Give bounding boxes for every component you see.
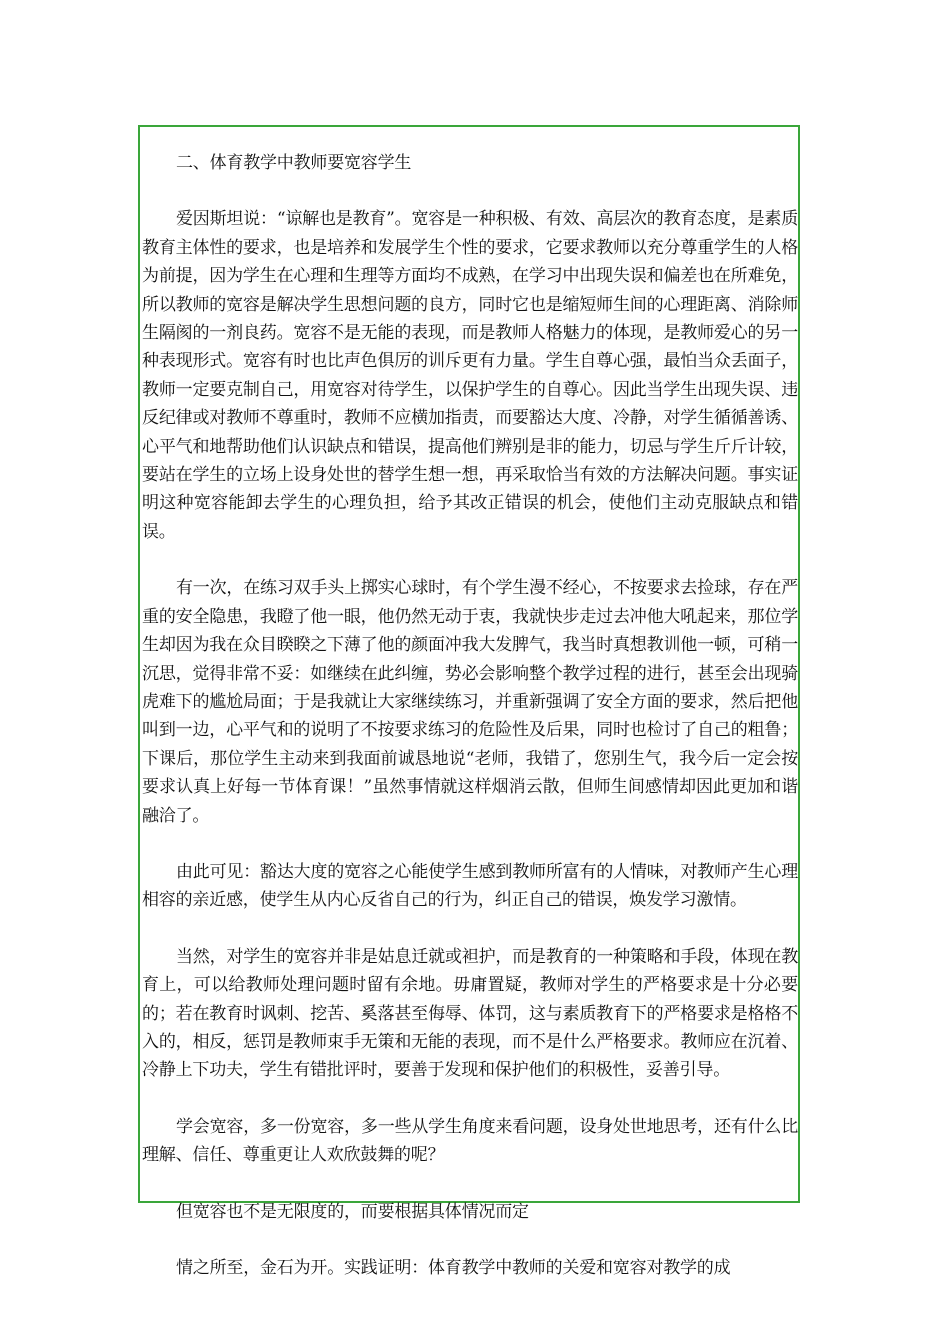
- document-body: [142, 149, 798, 1310]
- page-frame: [138, 125, 800, 1278]
- paragraph-3: 由此可见：豁达大度的宽容之心能使学生感到教师所富有的人情味，对教师产生心理相容的亲近感，使学生从内心反省自己的行为，纠正自己的错误，焕发学习激情。: [142, 861, 798, 911]
- paragraph-2: 有一次，在练习双手头上掷实心球时，有个学生漫不经心，不按要求去捡球，存在严重的安全隐患，我瞪了他一眼，他仍然无动于衷，我就快步走过去冲他大吼起来，那位学生却因为我在众目睽睽之下薄了他的颜面冲我大发脾气，我当时真想教训他一顿，可稍一沉思，觉得非常不妥：如继续在此纠缠，势必会影响整个教学过程的进行，甚至会出现骑虎难下的尴尬局面；于是我就让大家继续练习，并重新强调了安全方面的要求，然后把他叫到一边，心平气和的说明了不按要求练习的危险性及后果，同时也检讨了自己的粗鲁；下课后，那位学生主动来到我面前诚恳地说“老师，我错了，您别生气，我今后一定会按要求认真上好每一节体育课！”虽然事情就这样烟消云散，但师生间感情却因此更加和谐融洽了。: [142, 578, 798, 826]
- paragraph-7: 情之所至，金石为开。实践证明：体育教学中教师的关爱和宽容对教学的成: [176, 1258, 731, 1278]
- paragraph-5: 学会宽容，多一份宽容，多一些从学生角度来看问题，设身处世地思考，还有什么比理解、信任、尊重更让人欢欣鼓舞的呢？: [142, 1116, 798, 1166]
- section-heading: 二、体育教学中教师要宽容学生: [176, 153, 412, 173]
- paragraph-1: 爱因斯坦说：“谅解也是教育”。宽容是一种积极、有效、高层次的教育态度，是素质教育主体性的要求，也是培养和发展学生个性的要求，它要求教师以充分尊重学生的人格为前提，因为学生在心理和生理等方面均不成熟，在学习中出现失误和偏差也在所难免，所以教师的宽容是解决学生思想问题的良方，同时它也是缩短师生间的心理距离、消除师生隔阂的一剂良药。宽容不是无能的表现，而是教师人格魅力的体现，是教师爱心的另一种表现形式。宽容有时也比声色俱厉的训斥更有力量。学生自尊心强，最怕当众丢面子，教师一定要克制自己，用宽容对待学生，以保护学生的自尊心。因此当学生出现失误、违反纪律或对教师不尊重时，教师不应横加指责，而要豁达大度、冷静，对学生循循善诱、心平气和地帮助他们认识缺点和错误，提高他们辨别是非的能力，切忌与学生斤斤计较，要站在学生的立场上设身处世的替学生想一想，再采取恰当有效的方法解决问题。事实证明这种宽容能卸去学生的心理负担，给予其改正错误的机会，使他们主动克服缺点和错误。: [142, 209, 798, 542]
- paragraph-4: 当然，对学生的宽容并非是姑息迁就或袒护，而是教育的一种策略和手段，体现在教育上，可以给教师处理问题时留有余地。毋庸置疑，教师对学生的严格要求是十分必要的；若在教育时讽刺、挖苦、奚落甚至侮辱、体罚，这与素质教育下的严格要求是格格不入的，相反，惩罚是教师束手无策和无能的表现，而不是什么严格要求。教师应在沉着、冷静上下功夫，学生有错批评时，要善于发现和保护他们的积极性，妥善引导。: [142, 946, 798, 1081]
- paragraph-6: 但宽容也不是无限度的，而要根据具体情况而定: [176, 1201, 529, 1222]
